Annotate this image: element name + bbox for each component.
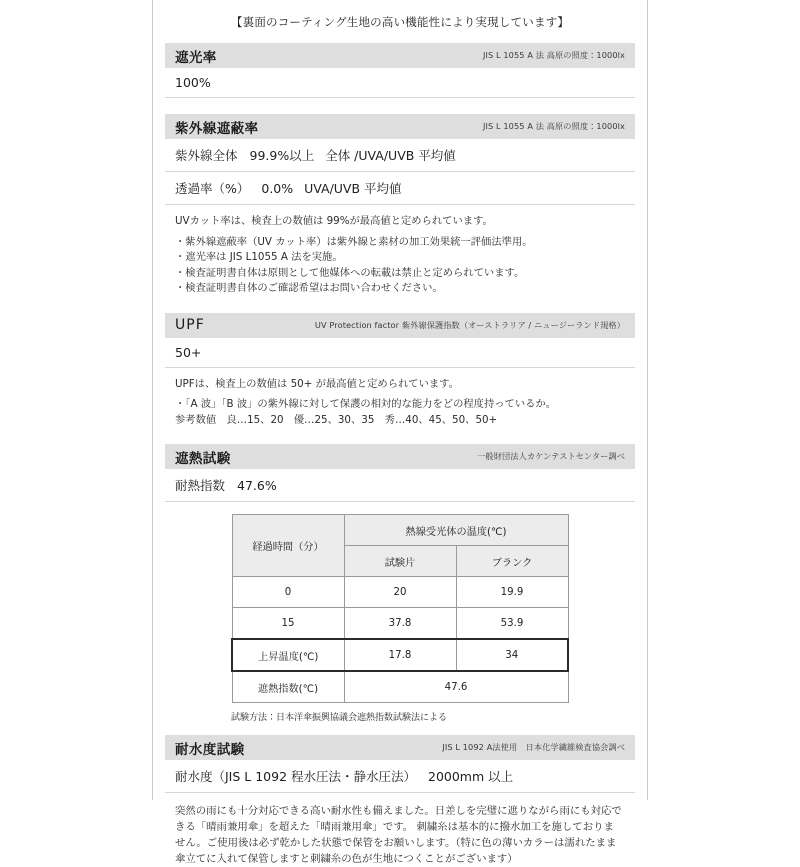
- water-resistance-label: 耐水度（JIS L 1092 程水圧法・静水圧法）: [175, 769, 417, 784]
- cell-temp-rise-sample: 17.8: [344, 639, 456, 671]
- heat-table-note: 試験方法：日本洋傘振興協議会遮熱指数試験法による: [231, 713, 448, 723]
- upf-note-bullet: ・「A 波」「B 波」の紫外線に対して保護の相対的な能力をどの程度持っているか。: [175, 398, 557, 410]
- section-note-water: JIS L 1092 A法使用 日本化学繊維検査協会調べ: [442, 742, 625, 752]
- section-header-heat: [165, 444, 635, 469]
- heat-test-table: [231, 514, 569, 703]
- cell-heat-index-value: 47.6: [344, 671, 568, 703]
- section-title-upf: UPF: [175, 317, 205, 333]
- section-header-shading: [165, 43, 635, 68]
- section-title-heat: 遮熱試験: [175, 450, 231, 467]
- value-row-heat: [165, 469, 635, 502]
- header-elapsed-time: 経過時間（分）: [232, 515, 344, 577]
- table-row: [232, 577, 568, 608]
- uv-transmittance-label: 透過率（%）: [175, 181, 250, 196]
- uv-note-lead: UVカット率は、検査上の数値は 99%が最高値と定められています。: [175, 215, 493, 227]
- upf-note-lead: UPFは、検査上の数値は 50+ が最高値と定められています。: [175, 377, 459, 390]
- spec-sheet-page: [152, 0, 648, 865]
- section-note-heat: 一般財団法人カケンテストセンター調べ: [477, 451, 625, 461]
- cell-temp-rise-blank: 34: [456, 639, 568, 671]
- header-sample: 試験片: [344, 546, 456, 577]
- heat-table-note-container: [165, 703, 635, 723]
- uv-note-bullet: ・検査証明書自体のご確認希望はお問い合わせください。: [175, 282, 443, 294]
- cell-blank-15: 53.9: [456, 608, 568, 640]
- spacer: [165, 98, 635, 114]
- uv-note-bullet: ・遮光率は JIS L1055 A 法を実施。: [175, 251, 343, 263]
- notes-upf: [165, 368, 635, 429]
- value-row-upf: [165, 338, 635, 368]
- heat-index-value: 47.6%: [237, 478, 277, 493]
- upf-value: 50+: [175, 344, 202, 360]
- uv-note-bullet: ・検査証明書自体は原則として他媒体への転載は禁止と定められています。: [175, 266, 525, 279]
- spec-sheet-content: [153, 0, 647, 867]
- cell-temp-rise-label: 上昇温度(℃): [232, 639, 344, 671]
- value-row-shading: [165, 68, 635, 98]
- upf-reference-values: 参考数値 良…15、20 優…25、30、35 秀…40、45、50、50+: [175, 413, 498, 426]
- section-note-shading: JIS L 1055 A 法 高原の照度：1000lx: [482, 50, 625, 60]
- table-row: [232, 671, 568, 703]
- uv-note-bullet: ・紫外線遮蔽率（UV カット率）は紫外線と素材の加工効果統一評価法準用。: [175, 235, 533, 248]
- table-row-highlighted: [232, 639, 568, 671]
- uv-transmittance-suffix: UVA/UVB 平均値: [304, 181, 402, 196]
- cell-heat-index-label: 遮熱指数(℃): [232, 671, 344, 703]
- section-header-uv: [165, 114, 635, 139]
- cell-time-0: 0: [232, 577, 344, 608]
- section-title-uv: 紫外線遮蔽率: [175, 120, 259, 137]
- uv-total-suffix: 全体 /UVA/UVB 平均値: [325, 148, 456, 163]
- value-row-uv-transmittance: [165, 172, 635, 205]
- section-title-shading: 遮光率: [175, 49, 217, 66]
- uv-transmittance-value: 0.0%: [261, 181, 294, 196]
- spacer: [165, 428, 635, 444]
- heat-table-container: [165, 502, 635, 703]
- section-header-upf: [165, 313, 635, 338]
- water-resistance-value: 2000mm 以上: [428, 769, 514, 784]
- cell-sample-0: 20: [344, 577, 456, 608]
- cell-blank-0: 19.9: [456, 577, 568, 608]
- table-row: [232, 608, 568, 640]
- uv-total-label: 紫外線全体: [175, 148, 238, 163]
- cell-time-15: 15: [232, 608, 344, 640]
- header-blank: ブランク: [456, 546, 568, 577]
- heat-index-label: 耐熱指数: [175, 478, 226, 493]
- page-headline: 【裏面のコーティング生地の高い機能性により実現しています】: [230, 15, 570, 29]
- spacer: [165, 297, 635, 313]
- value-row-uv-total: [165, 139, 635, 172]
- section-header-water: [165, 735, 635, 760]
- cell-sample-15: 37.8: [344, 608, 456, 640]
- section-note-uv: JIS L 1055 A 法 高原の照度：1000lx: [482, 121, 625, 131]
- spacer: [165, 723, 635, 735]
- shading-value: 100%: [175, 75, 211, 90]
- value-row-water: [165, 760, 635, 793]
- uv-total-value: 99.9%以上: [249, 148, 315, 163]
- section-title-water: 耐水度試験: [175, 741, 245, 758]
- water-description: 突然の雨にも十分対応できる高い耐水性も備えました。日差しを完璧に遮りながら雨にも対応できる「晴雨兼用傘」を超えた「晴雨兼用傘」です。 刺繍糸は基本的に撥水加工を施しておりません。ご使用後は必ず乾かした状態で保管をお願いします。（特に色の薄いカラーは濡れたまま傘立てに入れて保管しますと刺繍糸の色が生地につくことがございます）: [175, 805, 622, 865]
- header-temperature-group: 熱線受光体の温度(℃): [344, 515, 568, 546]
- table-header-row: [232, 515, 568, 546]
- notes-uv: [165, 205, 635, 297]
- section-note-upf: UV Protection factor 紫外線保護指数（オーストラリア / ニュージーランド規格）: [314, 319, 625, 330]
